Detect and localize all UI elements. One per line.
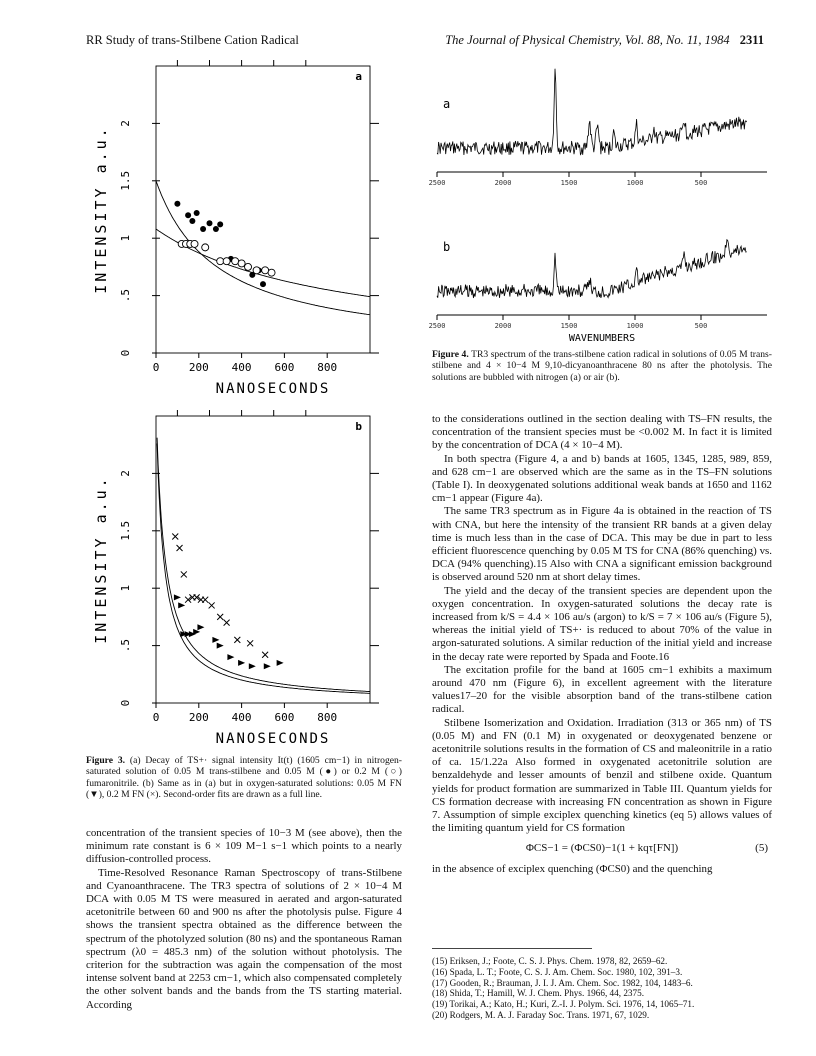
figure-4-label: Figure 4. — [432, 349, 469, 360]
data-point-triangle — [217, 643, 224, 649]
data-point-triangle — [197, 624, 204, 630]
data-point-open-circle — [217, 258, 224, 265]
data-point-cross — [177, 545, 183, 551]
x-axis-label: WAVENUMBERS — [568, 333, 636, 344]
paragraph: in the absence of exciplex quenching (ΦCS0) and the quenching — [432, 862, 713, 875]
y-tick-label: 0 — [119, 349, 132, 357]
y-axis-label: INTENSITY a.u. — [92, 475, 110, 644]
data-point-open-circle — [191, 240, 198, 247]
y-tick-label: 2 — [119, 470, 132, 477]
figure-4a-spectrum — [425, 60, 775, 195]
x-tick-label: 600 — [274, 711, 295, 724]
references — [432, 956, 772, 1021]
data-point-open-circle — [232, 258, 239, 265]
figure-3-caption-text: (a) Decay of TS+· signal intensity It(t) (1605 cm−1) in nitrogen-saturated solution of 0.05 M trans-stilbene and 0.05 M (●) or 0.2 M (○) fumaronitrile. (b) Same as in (a) but in oxygen-saturated solutions: 0.05 M FN (▼), 0.2 M FN (×). Second-order fits are drawn as a full line. — [86, 755, 402, 801]
data-point-filled-circle — [189, 218, 195, 224]
data-point-filled-circle — [200, 226, 206, 232]
figure-4-caption — [432, 349, 772, 383]
x-tick-label: 2500 — [428, 322, 446, 330]
panel-label: b — [355, 420, 362, 433]
footnote-rule — [432, 948, 592, 949]
data-point-cross — [247, 640, 253, 646]
figure-3-caption — [86, 755, 402, 801]
x-tick-label: 800 — [317, 711, 338, 724]
data-point-filled-circle — [174, 201, 180, 207]
x-tick-label: 2000 — [494, 322, 512, 330]
y-tick-label: 1 — [119, 584, 132, 592]
y-tick-label: .5 — [119, 288, 132, 303]
data-point-triangle — [227, 654, 234, 660]
paragraph: The yield and the decay of the transient species are dependent upon the oxygen concentration. In oxygen-saturated solutions the decay rate is increased from k/S = 4.4 × 106 au/s (argon) to k/S = 7 × 106 au/s (Figure 5), whereas the initial yield of TS+· is reduced to about 70% of the value in argon-saturated solutions. A similar reduction of the initial yield and increase in the decay rate were reported by Spada and Foote.16 — [432, 584, 772, 663]
left-column-text — [86, 827, 402, 1012]
reference-item: (16) Spada, L. T.; Foote, C. S. J. Am. Chem. Soc. 1980, 102, 391–3. — [432, 966, 683, 977]
x-tick-label: 200 — [188, 361, 209, 374]
data-point-cross — [217, 614, 223, 620]
data-point-open-circle — [245, 263, 252, 270]
paragraph: concentration of the transient species of 10−3 M (see above), then the minimum rate constant is 6 × 109 M−1 s−1 which points to a nearly diffusion-controlled process. — [86, 827, 402, 866]
paragraph: In both spectra (Figure 4, a and b) bands at 1605, 1345, 1285, 989, 859, and 628 cm−1 are observed which are the same as in the TS–FN solutions (Table I). In deoxygenated solutions additional weak bands at 1650 and 1162 cm−1 appear (Figure 4a). — [432, 452, 772, 505]
data-point-filled-circle — [260, 281, 266, 287]
x-tick-label: 1000 — [626, 179, 644, 187]
y-tick-label: .5 — [119, 638, 132, 653]
x-tick-label: 400 — [231, 361, 252, 374]
y-tick-label: 1 — [119, 234, 132, 242]
data-point-open-circle — [262, 267, 269, 274]
data-point-cross — [224, 620, 230, 626]
data-point-filled-circle — [213, 226, 219, 232]
x-tick-label: 500 — [694, 322, 708, 330]
reference-item: (20) Rodgers, M. A. J. Faraday Soc. Trans. 1971, 67, 1029. — [432, 1009, 650, 1020]
x-tick-label: 400 — [231, 711, 252, 724]
data-point-cross — [202, 597, 208, 603]
x-tick-label: 600 — [274, 361, 295, 374]
data-point-triangle — [277, 660, 284, 666]
data-point-open-circle — [223, 258, 230, 265]
data-point-cross — [234, 637, 240, 643]
data-point-cross — [262, 652, 268, 658]
data-point-triangle — [264, 663, 271, 669]
paragraph: Time-Resolved Resonance Raman Spectroscopy of trans-Stilbene and Cyanoanthracene. The TR3 spectra of solutions of 2 × 10−4 M DCA with 0.05 M TS were measured in aerated and argon-saturated acetonitrile between 60 and 900 ns after the photolysis pulse. Figure 4 shows the transient spectra obtained as the difference between the spectrum of the photolyzed solution (80 ns) and the spontaneous Raman spectrum (λ0 = 485.3 nm) of the solution without photolysis. The criterion for the subtraction was again the compensation of the most intense solvent band at 2253 cm−1, which also compensated completely the other solvent bands and the bands from the TS starting material. According — [86, 866, 402, 1011]
x-axis-label: NANOSECONDS — [215, 381, 331, 397]
x-tick-label: 2000 — [494, 179, 512, 187]
y-tick-label: 2 — [119, 120, 132, 127]
right-column-text — [432, 413, 772, 876]
data-point-triangle — [178, 602, 185, 608]
panel-label: b — [443, 240, 451, 254]
data-point-filled-circle — [217, 221, 223, 227]
x-tick-label: 1500 — [560, 322, 578, 330]
figure-3b-chart — [86, 410, 396, 755]
data-point-open-circle — [202, 244, 209, 251]
figure-4-caption-text: TR3 spectrum of the trans-stilbene cation radical in solutions of 0.05 M trans-stilbene and 4 × 10−4 M 9,10-dicyanoanthracene 80 ns after the photolysis. The solutions are bubbled with nitrogen (a) or air (b). — [432, 349, 772, 383]
data-point-cross — [181, 571, 187, 577]
data-point-triangle — [174, 594, 181, 600]
spectrum-trace — [437, 69, 747, 155]
data-point-cross — [209, 602, 215, 608]
plot-frame — [156, 416, 370, 703]
journal-citation: The Journal of Physical Chemistry, Vol. 88, No. 11, 1984 — [445, 33, 730, 47]
paragraph: The excitation profile for the band at 1605 cm−1 exhibits a maximum around 470 nm (Figure 6), in excellent agreement with the literature values17–20 for the visible absorption band of the trans-stilbene cation radical. — [432, 663, 772, 716]
running-header-left: RR Study of trans-Stilbene Cation Radical — [86, 33, 299, 47]
data-point-filled-circle — [194, 210, 200, 216]
x-tick-label: 0 — [152, 361, 160, 374]
reference-item: (18) Shida, T.; Hamill, W. J. Chem. Phys. 1966, 44, 2375. — [432, 988, 644, 999]
data-point-triangle — [238, 660, 245, 666]
data-point-filled-circle — [207, 220, 213, 226]
figure-3a-chart — [86, 60, 396, 405]
data-point-open-circle — [238, 260, 245, 267]
data-point-triangle — [193, 629, 200, 635]
reference-item: (15) Eriksen, J.; Foote, C. S. J. Phys. Chem. 1978, 82, 2659–62. — [432, 956, 668, 966]
reference-item: (17) Gooden, R.; Brauman, J. I. J. Am. Chem. Soc. 1982, 104, 1483–6. — [432, 977, 693, 988]
x-tick-label: 800 — [317, 361, 338, 374]
spectrum-trace — [437, 240, 747, 298]
data-point-triangle — [212, 637, 219, 643]
reference-item: (19) Torikai, A.; Kato, H.; Kuri, Z.-I. J. Polym. Sci. 1976, 14, 1065–71. — [432, 999, 695, 1010]
equation-number: (5) — [755, 841, 768, 854]
figure-3-label: Figure 3. — [86, 755, 126, 766]
data-point-filled-circle — [185, 212, 191, 218]
data-point-cross — [172, 534, 178, 540]
x-tick-label: 0 — [152, 711, 160, 724]
paragraph: to the considerations outlined in the section dealing with TS–FN results, the concentration of the transient species must be <0.002 M. In fact it is limited by the concentration of DCA (4 × 10−4 M). — [432, 413, 772, 452]
y-tick-label: 0 — [119, 699, 132, 707]
data-point-open-circle — [268, 269, 275, 276]
data-point-open-circle — [253, 267, 260, 274]
equation-text: ΦCS−1 = (ΦCS0)−1(1 + kqτ[FN]) — [525, 841, 679, 854]
x-tick-label: 1000 — [626, 322, 644, 330]
paragraph: Stilbene Isomerization and Oxidation. Irradiation (313 or 365 nm) of TS (0.05 M) and FN (0.1 M) in oxygenated or deoxygenated benzene or acetonitrile solutions results in the formation of CS and maleonitrile in a ratio of ca. 15/1.22a Also formed in oxygenated acetonitrile solution are benzaldehyde and lesser amounts of benzil and stilbene oxide. Quantum yields for product formation are summarized in Table III. Quantum yields for CS formation decrease with increasing FN concentration as shown in Figure 7. Assumption of simple exciplex quenching kinetics (eq 5) allows values of the limiting quantum yield for CS formation — [432, 716, 772, 835]
x-tick-label: 500 — [694, 179, 708, 187]
paragraph: The same TR3 spectrum as in Figure 4a is obtained in the reaction of TS with CNA, but here the intensity of the transient RR bands at a given delay time is much less than in the case of DCA. This may be due in part to less efficient fluorescence quenching by 0.05 M TS for CNA (86% quenching) vs. DCA (94% quenching).15 Also with CNA a significant emission background is observed around 520 nm at short delay times. — [432, 505, 772, 584]
panel-label: a — [355, 70, 362, 83]
figure-4b-spectrum — [425, 203, 775, 348]
x-axis-label: NANOSECONDS — [215, 731, 331, 747]
page-number: 2311 — [739, 33, 764, 47]
x-tick-label: 200 — [188, 711, 209, 724]
y-axis-label: INTENSITY a.u. — [92, 125, 110, 294]
data-point-triangle — [249, 663, 256, 669]
x-tick-label: 1500 — [560, 179, 578, 187]
y-tick-label: 1.5 — [119, 170, 132, 191]
x-tick-label: 2500 — [428, 179, 446, 187]
y-tick-label: 1.5 — [119, 520, 132, 541]
equation-5 — [432, 842, 772, 855]
panel-label: a — [443, 97, 451, 111]
running-header-right — [445, 33, 764, 48]
